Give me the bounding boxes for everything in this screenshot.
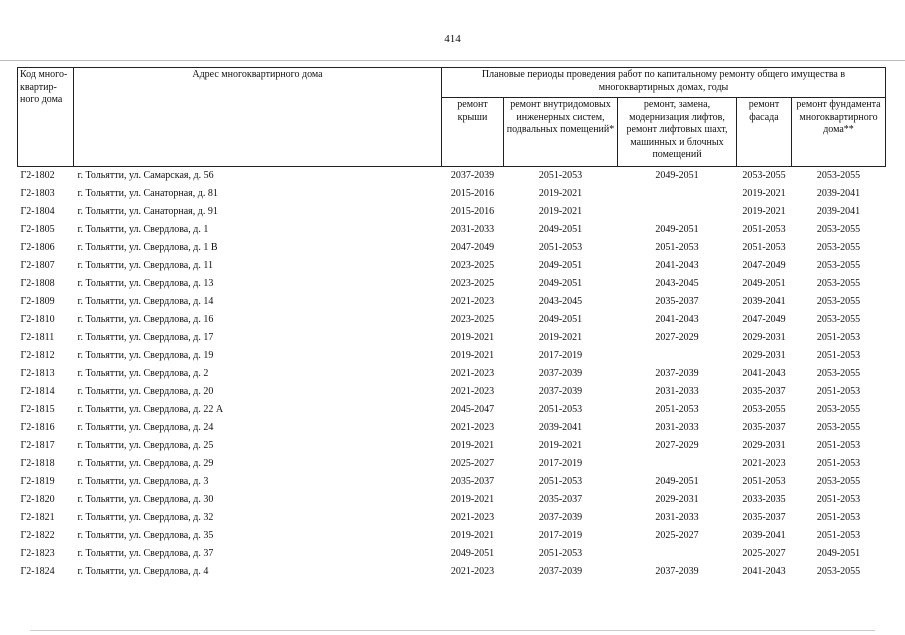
cell-lifts [618,455,737,473]
cell-code: Г2-1822 [20,529,55,541]
cell-address: г. Тольятти, ул. Свердлова, д. 2 [77,367,209,379]
table-row [18,293,886,311]
cell-facade: 2053-2055 [742,403,786,415]
page-number: 414 [444,33,461,45]
header-facade: ремонт фасада [737,98,792,167]
header-foundation: ремонт фундамента многоквартирного дома** [792,98,886,167]
cell-facade: 2039-2041 [742,529,786,541]
table-row [18,545,886,563]
cell-lifts: 2037-2039 [655,565,699,577]
cell-lifts: 2029-2031 [655,493,699,505]
cell-systems: 2017-2019 [538,457,583,469]
cell-systems: 2051-2053 [538,403,583,415]
cell-lifts: 2049-2051 [655,475,699,487]
cell-foundation: 2051-2053 [816,349,861,361]
cell-lifts: 2037-2039 [655,367,699,379]
cell-systems: 2017-2019 [538,529,583,541]
cell-foundation: 2053-2055 [816,277,861,289]
cell-lifts [618,347,737,365]
cell-systems: 2043-2045 [538,295,583,307]
table-row [18,275,886,293]
cell-address: г. Тольятти, ул. Санаторная, д. 91 [77,205,218,217]
cell-roof: 2023-2025 [450,277,495,289]
cell-lifts: 2027-2029 [655,331,699,343]
cell-facade: 2041-2043 [742,367,786,379]
cell-code: Г2-1814 [20,385,55,397]
cell-address: г. Тольятти, ул. Свердлова, д. 1 В [77,241,218,253]
cell-systems: 2019-2021 [538,331,583,343]
table-row [18,329,886,347]
cell-code: Г2-1824 [20,565,55,577]
cell-code: Г2-1810 [20,313,55,325]
cell-code: Г2-1812 [20,349,55,361]
table-row [18,419,886,437]
cell-roof: 2031-2033 [450,223,495,235]
table-row [18,257,886,275]
cell-roof: 2015-2016 [450,187,495,199]
cell-address: г. Тольятти, ул. Свердлова, д. 14 [77,295,214,307]
cell-facade: 2029-2031 [742,349,786,361]
cell-systems: 2039-2041 [538,421,583,433]
cell-systems: 2051-2053 [538,169,583,181]
cell-code: Г2-1817 [20,439,55,451]
cell-systems: 2051-2053 [538,547,583,559]
cell-facade: 2051-2053 [742,241,786,253]
cell-foundation: 2053-2055 [816,421,861,433]
cell-roof: 2023-2025 [450,259,495,271]
cell-code: Г2-1802 [20,169,55,181]
cell-facade: 2047-2049 [742,313,786,325]
cell-address: г. Тольятти, ул. Свердлова, д. 3 [77,475,209,487]
cell-lifts: 2031-2033 [655,421,699,433]
cell-systems: 2049-2051 [538,277,583,289]
cell-lifts: 2051-2053 [655,241,699,253]
table-row [18,365,886,383]
cell-code: Г2-1808 [20,277,55,289]
cell-foundation: 2039-2041 [816,205,861,217]
cell-code: Г2-1805 [20,223,55,235]
cell-code: Г2-1811 [20,331,55,343]
cell-systems: 2037-2039 [538,511,583,523]
cell-facade: 2051-2053 [742,223,786,235]
cell-foundation: 2051-2053 [816,457,861,469]
cell-address: г. Тольятти, ул. Свердлова, д. 24 [77,421,214,433]
cell-systems: 2051-2053 [538,475,583,487]
table-row [18,563,886,581]
cell-address: г. Тольятти, ул. Свердлова, д. 1 [77,223,209,235]
cell-systems: 2019-2021 [538,187,583,199]
cell-foundation: 2051-2053 [816,511,861,523]
table-row [18,473,886,491]
cell-foundation: 2053-2055 [816,169,861,181]
cell-code: Г2-1813 [20,367,55,379]
cell-address: г. Тольятти, ул. Самарская, д. 56 [77,169,214,181]
cell-roof: 2019-2021 [450,529,495,541]
table-row [18,401,886,419]
cell-address: г. Тольятти, ул. Свердлова, д. 17 [77,331,214,343]
table-row [18,167,886,186]
cell-roof: 2037-2039 [450,169,495,181]
cell-address: г. Тольятти, ул. Свердлова, д. 37 [77,547,214,559]
table-row [18,527,886,545]
cell-code: Г2-1816 [20,421,55,433]
cell-address: г. Тольятти, ул. Свердлова, д. 19 [77,349,214,361]
cell-code: Г2-1807 [20,259,55,271]
cell-facade: 2019-2021 [742,187,786,199]
cell-address: г. Тольятти, ул. Санаторная, д. 81 [77,187,218,199]
cell-roof: 2045-2047 [450,403,495,415]
table-row [18,491,886,509]
cell-code: Г2-1804 [20,205,55,217]
cell-lifts: 2031-2033 [655,511,699,523]
cell-foundation: 2039-2041 [816,187,861,199]
top-rule [0,60,905,61]
cell-code: Г2-1819 [20,475,55,487]
cell-roof: 2047-2049 [450,241,495,253]
cell-facade: 2025-2027 [742,547,786,559]
header-roof: ремонт крыши [442,98,504,167]
cell-facade: 2053-2055 [742,169,786,181]
cell-foundation: 2051-2053 [816,529,861,541]
cell-foundation: 2053-2055 [816,295,861,307]
cell-facade: 2049-2051 [742,277,786,289]
cell-address: г. Тольятти, ул. Свердлова, д. 4 [77,565,209,577]
cell-systems: 2049-2051 [538,259,583,271]
cell-roof: 2049-2051 [450,547,495,559]
cell-foundation: 2053-2055 [816,313,861,325]
table-row [18,311,886,329]
cell-systems: 2035-2037 [538,493,583,505]
cell-lifts: 2049-2051 [655,169,699,181]
cell-lifts [618,545,737,563]
cell-facade: 2033-2035 [742,493,786,505]
cell-lifts: 2051-2053 [655,403,699,415]
cell-foundation: 2051-2053 [816,385,861,397]
header-address: Адрес многоквартирного дома [74,68,442,167]
cell-code: Г2-1803 [20,187,55,199]
cell-roof: 2035-2037 [450,475,495,487]
cell-systems: 2019-2021 [538,205,583,217]
cell-facade: 2029-2031 [742,331,786,343]
cell-address: г. Тольятти, ул. Свердлова, д. 13 [77,277,214,289]
cell-facade: 2035-2037 [742,385,786,397]
cell-code: Г2-1809 [20,295,55,307]
header-lifts: ремонт, замена, модернизация лифтов, ремонт лифтовых шахт, машинных и блочных помещений [618,98,737,167]
cell-code: Г2-1806 [20,241,55,253]
cell-address: г. Тольятти, ул. Свердлова, д. 30 [77,493,214,505]
table-row [18,455,886,473]
table-row [18,383,886,401]
cell-lifts: 2041-2043 [655,259,699,271]
cell-code: Г2-1821 [20,511,55,523]
cell-roof: 2021-2023 [450,385,495,397]
cell-code: Г2-1820 [20,493,55,505]
cell-roof: 2019-2021 [450,331,495,343]
cell-foundation: 2053-2055 [816,223,861,235]
cell-systems: 2019-2021 [538,439,583,451]
cell-lifts: 2025-2027 [655,529,699,541]
cell-systems: 2037-2039 [538,565,583,577]
cell-foundation: 2053-2055 [816,475,861,487]
cell-facade: 2039-2041 [742,295,786,307]
cell-systems: 2037-2039 [538,367,583,379]
cell-roof: 2021-2023 [450,367,495,379]
cell-facade: 2019-2021 [742,205,786,217]
cell-facade: 2029-2031 [742,439,786,451]
cell-address: г. Тольятти, ул. Свердлова, д. 29 [77,457,214,469]
cell-roof: 2019-2021 [450,439,495,451]
cell-lifts: 2041-2043 [655,313,699,325]
bottom-rule [30,630,875,631]
cell-foundation: 2053-2055 [816,241,861,253]
cell-code: Г2-1815 [20,403,55,415]
cell-foundation: 2051-2053 [816,439,861,451]
cell-foundation: 2053-2055 [816,403,861,415]
cell-roof: 2021-2023 [450,565,495,577]
header-systems: ремонт внутридомовых инженерных систем, подвальных помещений* [504,98,618,167]
table-row [18,239,886,257]
cell-systems: 2049-2051 [538,223,583,235]
cell-code: Г2-1823 [20,547,55,559]
cell-lifts: 2027-2029 [655,439,699,451]
cell-facade: 2035-2037 [742,421,786,433]
table-row [18,437,886,455]
table-row [18,347,886,365]
cell-lifts: 2043-2045 [655,277,699,289]
cell-roof: 2019-2021 [450,349,495,361]
cell-systems: 2017-2019 [538,349,583,361]
cell-foundation: 2051-2053 [816,493,861,505]
cell-roof: 2023-2025 [450,313,495,325]
cell-roof: 2025-2027 [450,457,495,469]
cell-address: г. Тольятти, ул. Свердлова, д. 20 [77,385,214,397]
header-code: Код много-квартир-ного дома [18,68,74,167]
cell-foundation: 2049-2051 [816,547,861,559]
cell-address: г. Тольятти, ул. Свердлова, д. 32 [77,511,214,523]
cell-facade: 2047-2049 [742,259,786,271]
cell-lifts: 2031-2033 [655,385,699,397]
table-body [18,167,886,582]
cell-roof: 2021-2023 [450,295,495,307]
cell-roof: 2019-2021 [450,493,495,505]
cell-address: г. Тольятти, ул. Свердлова, д. 11 [77,259,213,271]
cell-facade: 2051-2053 [742,475,786,487]
table-row [18,509,886,527]
cell-systems: 2049-2051 [538,313,583,325]
header-periods: Плановые периоды проведения работ по капитальному ремонту общего имущества в многоквартирных домах, годы [442,68,886,98]
cell-facade: 2035-2037 [742,511,786,523]
cell-roof: 2021-2023 [450,511,495,523]
cell-code: Г2-1818 [20,457,55,469]
capital-repair-table [17,67,886,581]
cell-address: г. Тольятти, ул. Свердлова, д. 25 [77,439,214,451]
cell-roof: 2015-2016 [450,205,495,217]
cell-foundation: 2053-2055 [816,259,861,271]
cell-facade: 2041-2043 [742,565,786,577]
cell-lifts [618,203,737,221]
table-row [18,203,886,221]
cell-foundation: 2051-2053 [816,331,861,343]
cell-systems: 2037-2039 [538,385,583,397]
cell-lifts: 2035-2037 [655,295,699,307]
table-row [18,185,886,203]
cell-address: г. Тольятти, ул. Свердлова, д. 16 [77,313,214,325]
cell-lifts: 2049-2051 [655,223,699,235]
cell-facade: 2021-2023 [742,457,786,469]
cell-lifts [618,185,737,203]
table-row [18,221,886,239]
cell-foundation: 2053-2055 [816,565,861,577]
cell-systems: 2051-2053 [538,241,583,253]
cell-roof: 2021-2023 [450,421,495,433]
cell-address: г. Тольятти, ул. Свердлова, д. 22 А [77,403,224,415]
cell-foundation: 2053-2055 [816,367,861,379]
cell-address: г. Тольятти, ул. Свердлова, д. 35 [77,529,214,541]
